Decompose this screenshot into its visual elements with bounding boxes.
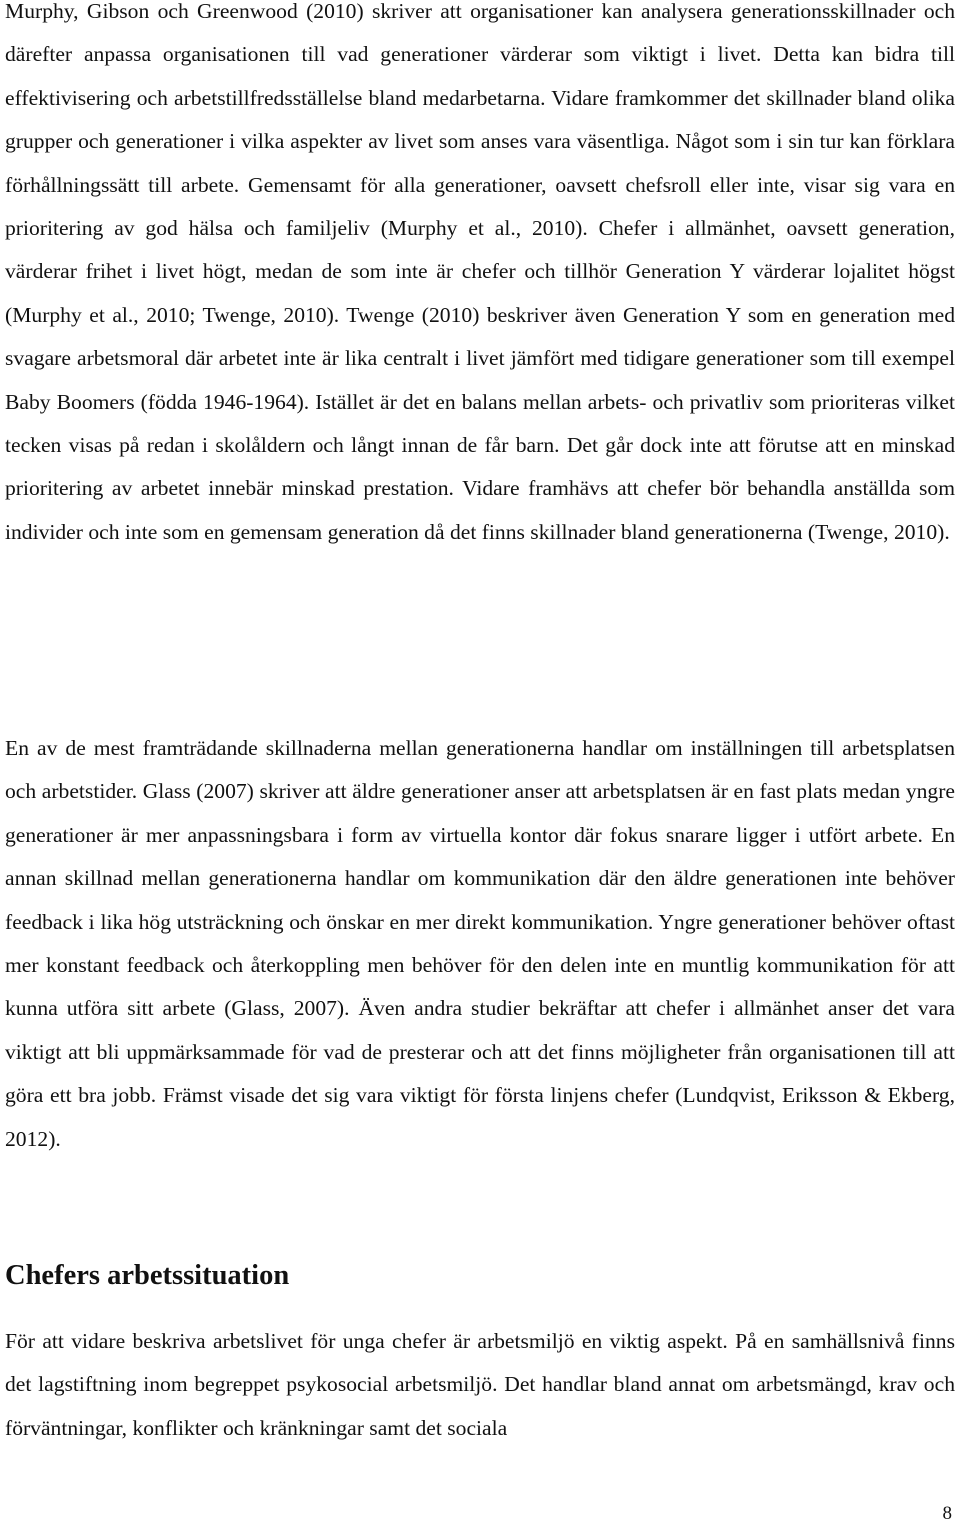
section-heading: Chefers arbetssituation xyxy=(5,1260,290,1291)
body-paragraph: En av de mest framträdande skillnaderna mellan generationerna handlar om inställningen till arbetsplatsen och arbetstider. Glass (2007) skriver att äldre generationer anser att arbetsplatsen är en fast plats medan yngre generationer är mer anpassningsbara i form av virtuella kontor där fokus snarare ligger i utfört arbete. En annan skillnad mellan generationerna handlar om kommunikation där den äldre generationen inte behöver feedback i lika hög utsträckning och önskar en mer direkt kommunikation. Yngre generationer behöver oftast mer konstant feedback och återkoppling men behöver för den delen inte en muntlig kommunikation för att kunna utföra sitt arbete (Glass, 2007). Även andra studier bekräftar att chefer i allmänhet anser det vara viktigt att bli uppmärksammade för vad de presterar och att det finns möjligheter från organisationen till att göra ett bra jobb. Främst visade det sig vara viktigt för första linjens chefer (Lundqvist, Eriksson & Ekberg, 2012). xyxy=(5,736,955,1151)
body-paragraph: Murphy, Gibson och Greenwood (2010) skriver att organisationer kan analysera generationsskillnader och därefter anpassa organisationen till vad generationer värderar som viktigt i livet. Detta kan bidra till effektivisering och arbetstillfredsställelse bland medarbetarna. Vidare framkommer det skillnader bland olika grupper och generationer i vilka aspekter av livet som anses vara väsentliga. Något som i sin tur kan förklara förhållningssätt till arbete. Gemensamt för alla generationer, oavsett chefsroll eller inte, visar sig vara en prioritering av god hälsa och familjeliv (Murphy et al., 2010). Chefer i allmänhet, oavsett generation, värderar frihet i livet högt, medan de som inte är chefer och tillhör Generation Y värderar lojalitet högst (Murphy et al., 2010; Twenge, 2010). Twenge (2010) beskriver även Generation Y som en generation med svagare arbetsmoral där arbetet inte är lika centralt i livet jämfört med tidigare generationer som till exempel Baby Boomers (födda 1946-1964). Istället är det en balans mellan arbets- och privatliv som prioriteras vilket tecken visas på redan i skolåldern och långt innan de får barn. Det går dock inte att förutse att en minskad prioritering av arbetet innebär minskad prestation. Vidare framhävs att chefer bör behandla anställda som individer och inte som en gemensam generation då det finns skillnader bland generationerna (Twenge, 2010). xyxy=(5,0,955,544)
page-number: 8 xyxy=(942,1503,952,1524)
body-paragraph: För att vidare beskriva arbetslivet för unga chefer är arbetsmiljö en viktig aspekt. På en samhällsnivå finns det lagstiftning inom begreppet psykosocial arbetsmiljö. Det handlar bland annat om arbetsmängd, krav och förväntningar, konflikter och kränkningar samt det sociala xyxy=(5,1329,955,1440)
